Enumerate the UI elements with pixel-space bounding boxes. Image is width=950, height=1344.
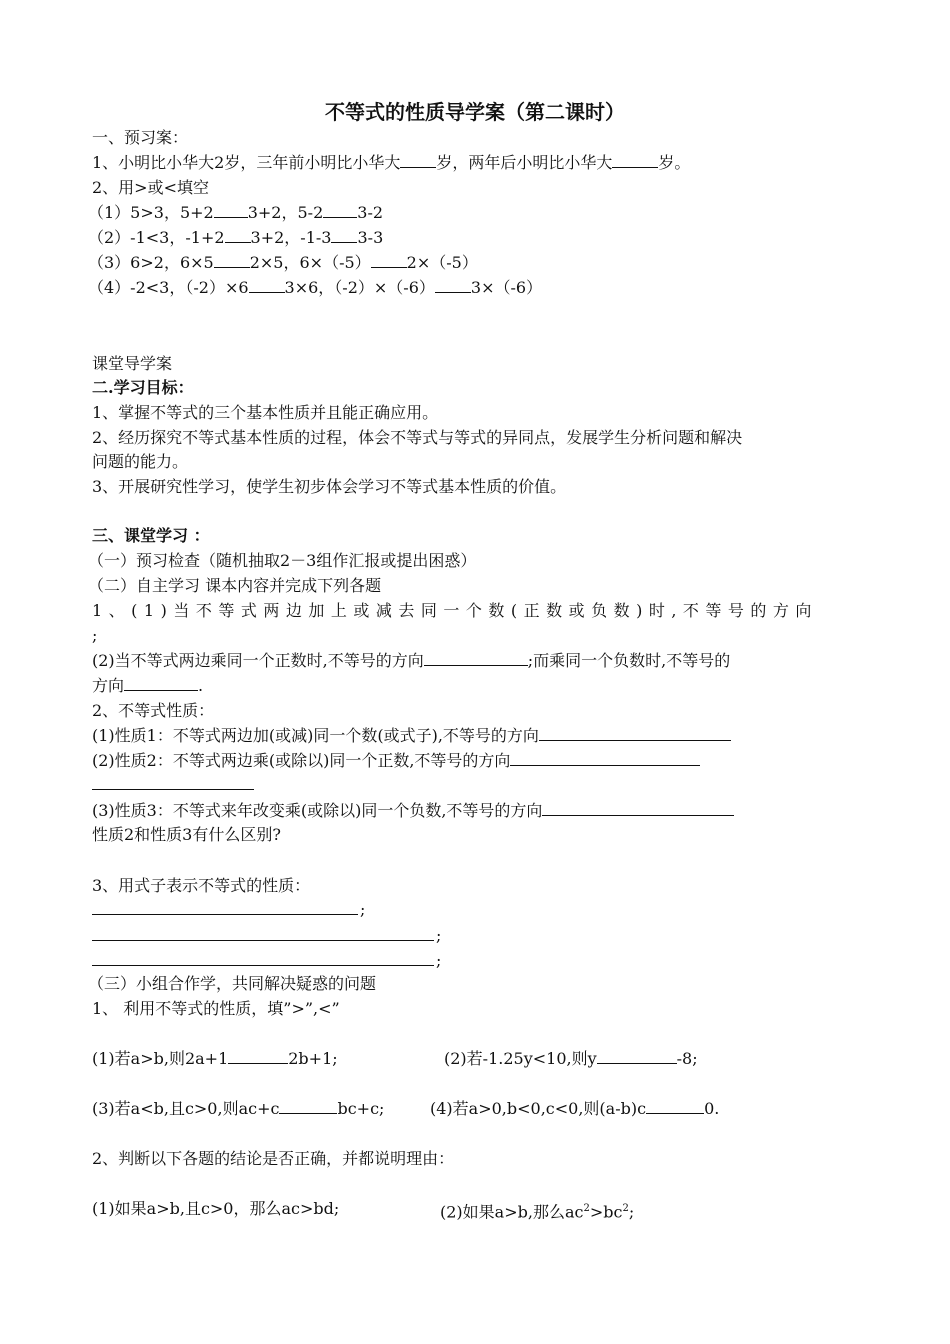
property-1: (1)性质1：不等式两边加(或减)同一个数(或式子),不等号的方向 xyxy=(92,724,731,748)
preview-heading: 一、预习案： xyxy=(92,128,189,147)
exercise-1: (1)若a>b,则2a+1 2b+1; xyxy=(92,1049,338,1068)
answer-blank[interactable] xyxy=(214,251,250,268)
answer-blank[interactable] xyxy=(597,1047,677,1064)
answer-line[interactable] xyxy=(92,965,434,966)
answer-blank[interactable] xyxy=(331,226,357,243)
study-p1: （一）预习检查（随机抽取2－3组作汇报或提出困惑） xyxy=(88,551,477,570)
answer-blank[interactable] xyxy=(646,1097,704,1114)
goal-2b: 问题的能力。 xyxy=(92,452,189,471)
answer-blank[interactable] xyxy=(228,1047,288,1064)
answer-blank[interactable] xyxy=(371,251,407,268)
semicolon: ; xyxy=(436,951,442,970)
property-2: (2)性质2：不等式两边乘(或除以)同一个正数,不等号的方向 xyxy=(92,749,700,773)
study-s1b: ; xyxy=(92,626,98,645)
expression-heading: 3、用式子表示不等式的性质： xyxy=(92,876,311,895)
study-s2b: 方向 . xyxy=(92,676,204,695)
property-question: 性质2和性质3有什么区别? xyxy=(92,825,281,844)
answer-blank[interactable] xyxy=(510,749,700,766)
judgement-1: (1)如果a>b,且c>0，那么ac>bd; xyxy=(92,1199,340,1218)
answer-blank[interactable] xyxy=(400,151,436,168)
answer-blank[interactable] xyxy=(124,674,198,691)
exercise-2: (2)若-1.25y<10,则y -8; xyxy=(444,1049,698,1068)
group-q2: 2、判断以下各题的结论是否正确，并都说明理由： xyxy=(92,1149,455,1168)
judgement-2: (2)如果a>b,那么$ac^2>bc^2$; xyxy=(440,1202,635,1222)
semicolon: ; xyxy=(436,926,442,945)
property-3: (3)性质3：不等式来年改变乘(或除以)同一个负数,不等号的方向 xyxy=(92,799,734,823)
answer-blank[interactable] xyxy=(542,799,734,816)
property-heading: 2、不等式性质： xyxy=(92,701,215,720)
semicolon: ; xyxy=(360,900,366,919)
answer-line[interactable] xyxy=(92,789,254,790)
answer-blank[interactable] xyxy=(214,201,248,218)
answer-line[interactable] xyxy=(92,940,434,941)
answer-blank[interactable] xyxy=(435,276,471,293)
study-p2: （二）自主学习 课本内容并完成下列各题 xyxy=(88,576,382,595)
answer-blank[interactable] xyxy=(612,151,658,168)
answer-line[interactable] xyxy=(92,914,358,915)
preview-q2: 2、用>或<填空 xyxy=(92,178,209,197)
goal-3: 3、开展研究性学习，使学生初步体会学习不等式基本性质的价值。 xyxy=(92,477,567,496)
preview-q1: 1、小明比小华大2岁，三年前小明比小华大 岁，两年后小明比小华大 岁。 xyxy=(92,153,691,172)
answer-blank[interactable] xyxy=(539,724,731,741)
answer-blank[interactable] xyxy=(323,201,357,218)
group-heading: （三）小组合作学，共同解决疑惑的问题 xyxy=(88,974,377,993)
study-heading: 三、课堂学习 ： xyxy=(92,526,210,545)
preview-row-1: （1）5>3，5+2 3+2，5-2 3-2 xyxy=(88,203,384,222)
study-s2a: (2)当不等式两边乘同一个正数时,不等号的方向 ;而乘同一个负数时,不等号的 xyxy=(92,651,731,670)
page-title: 不等式的性质导学案（第二课时） xyxy=(325,100,625,124)
answer-blank[interactable] xyxy=(249,276,285,293)
answer-blank[interactable] xyxy=(225,226,251,243)
preview-row-2: （2）-1<3，-1+2 3+2，-1-3 3-3 xyxy=(88,228,384,247)
study-s1: 1、(1)当不等式两边加上或减去同一个数(正数或负数)时,不等号的方向 xyxy=(92,601,818,620)
answer-blank[interactable] xyxy=(424,649,528,666)
goal-2a: 2、经历探究不等式基本性质的过程，体会不等式与等式的异同点，发展学生分析问题和解决 xyxy=(92,428,743,447)
goals-heading: 二.学习目标： xyxy=(92,378,194,397)
preview-row-3: （3）6>2，6×5 2×5，6×（-5） 2×（-5） xyxy=(88,253,478,272)
classroom-heading: 课堂导学案 xyxy=(92,354,173,373)
goal-1: 1、掌握不等式的三个基本性质并且能正确应用。 xyxy=(92,403,439,422)
answer-blank[interactable] xyxy=(279,1097,337,1114)
preview-row-4: （4）-2<3，（-2）×6 3×6，（-2）×（-6） 3×（-6） xyxy=(88,278,543,297)
exercise-4: (4)若a>0,b<0,c<0,则(a-b)c 0. xyxy=(430,1099,720,1118)
group-q1: 1、 利用不等式的性质，填”>”,<” xyxy=(92,999,340,1018)
exercise-3: (3)若a<b,且c>0,则ac+c bc+c; xyxy=(92,1099,385,1118)
